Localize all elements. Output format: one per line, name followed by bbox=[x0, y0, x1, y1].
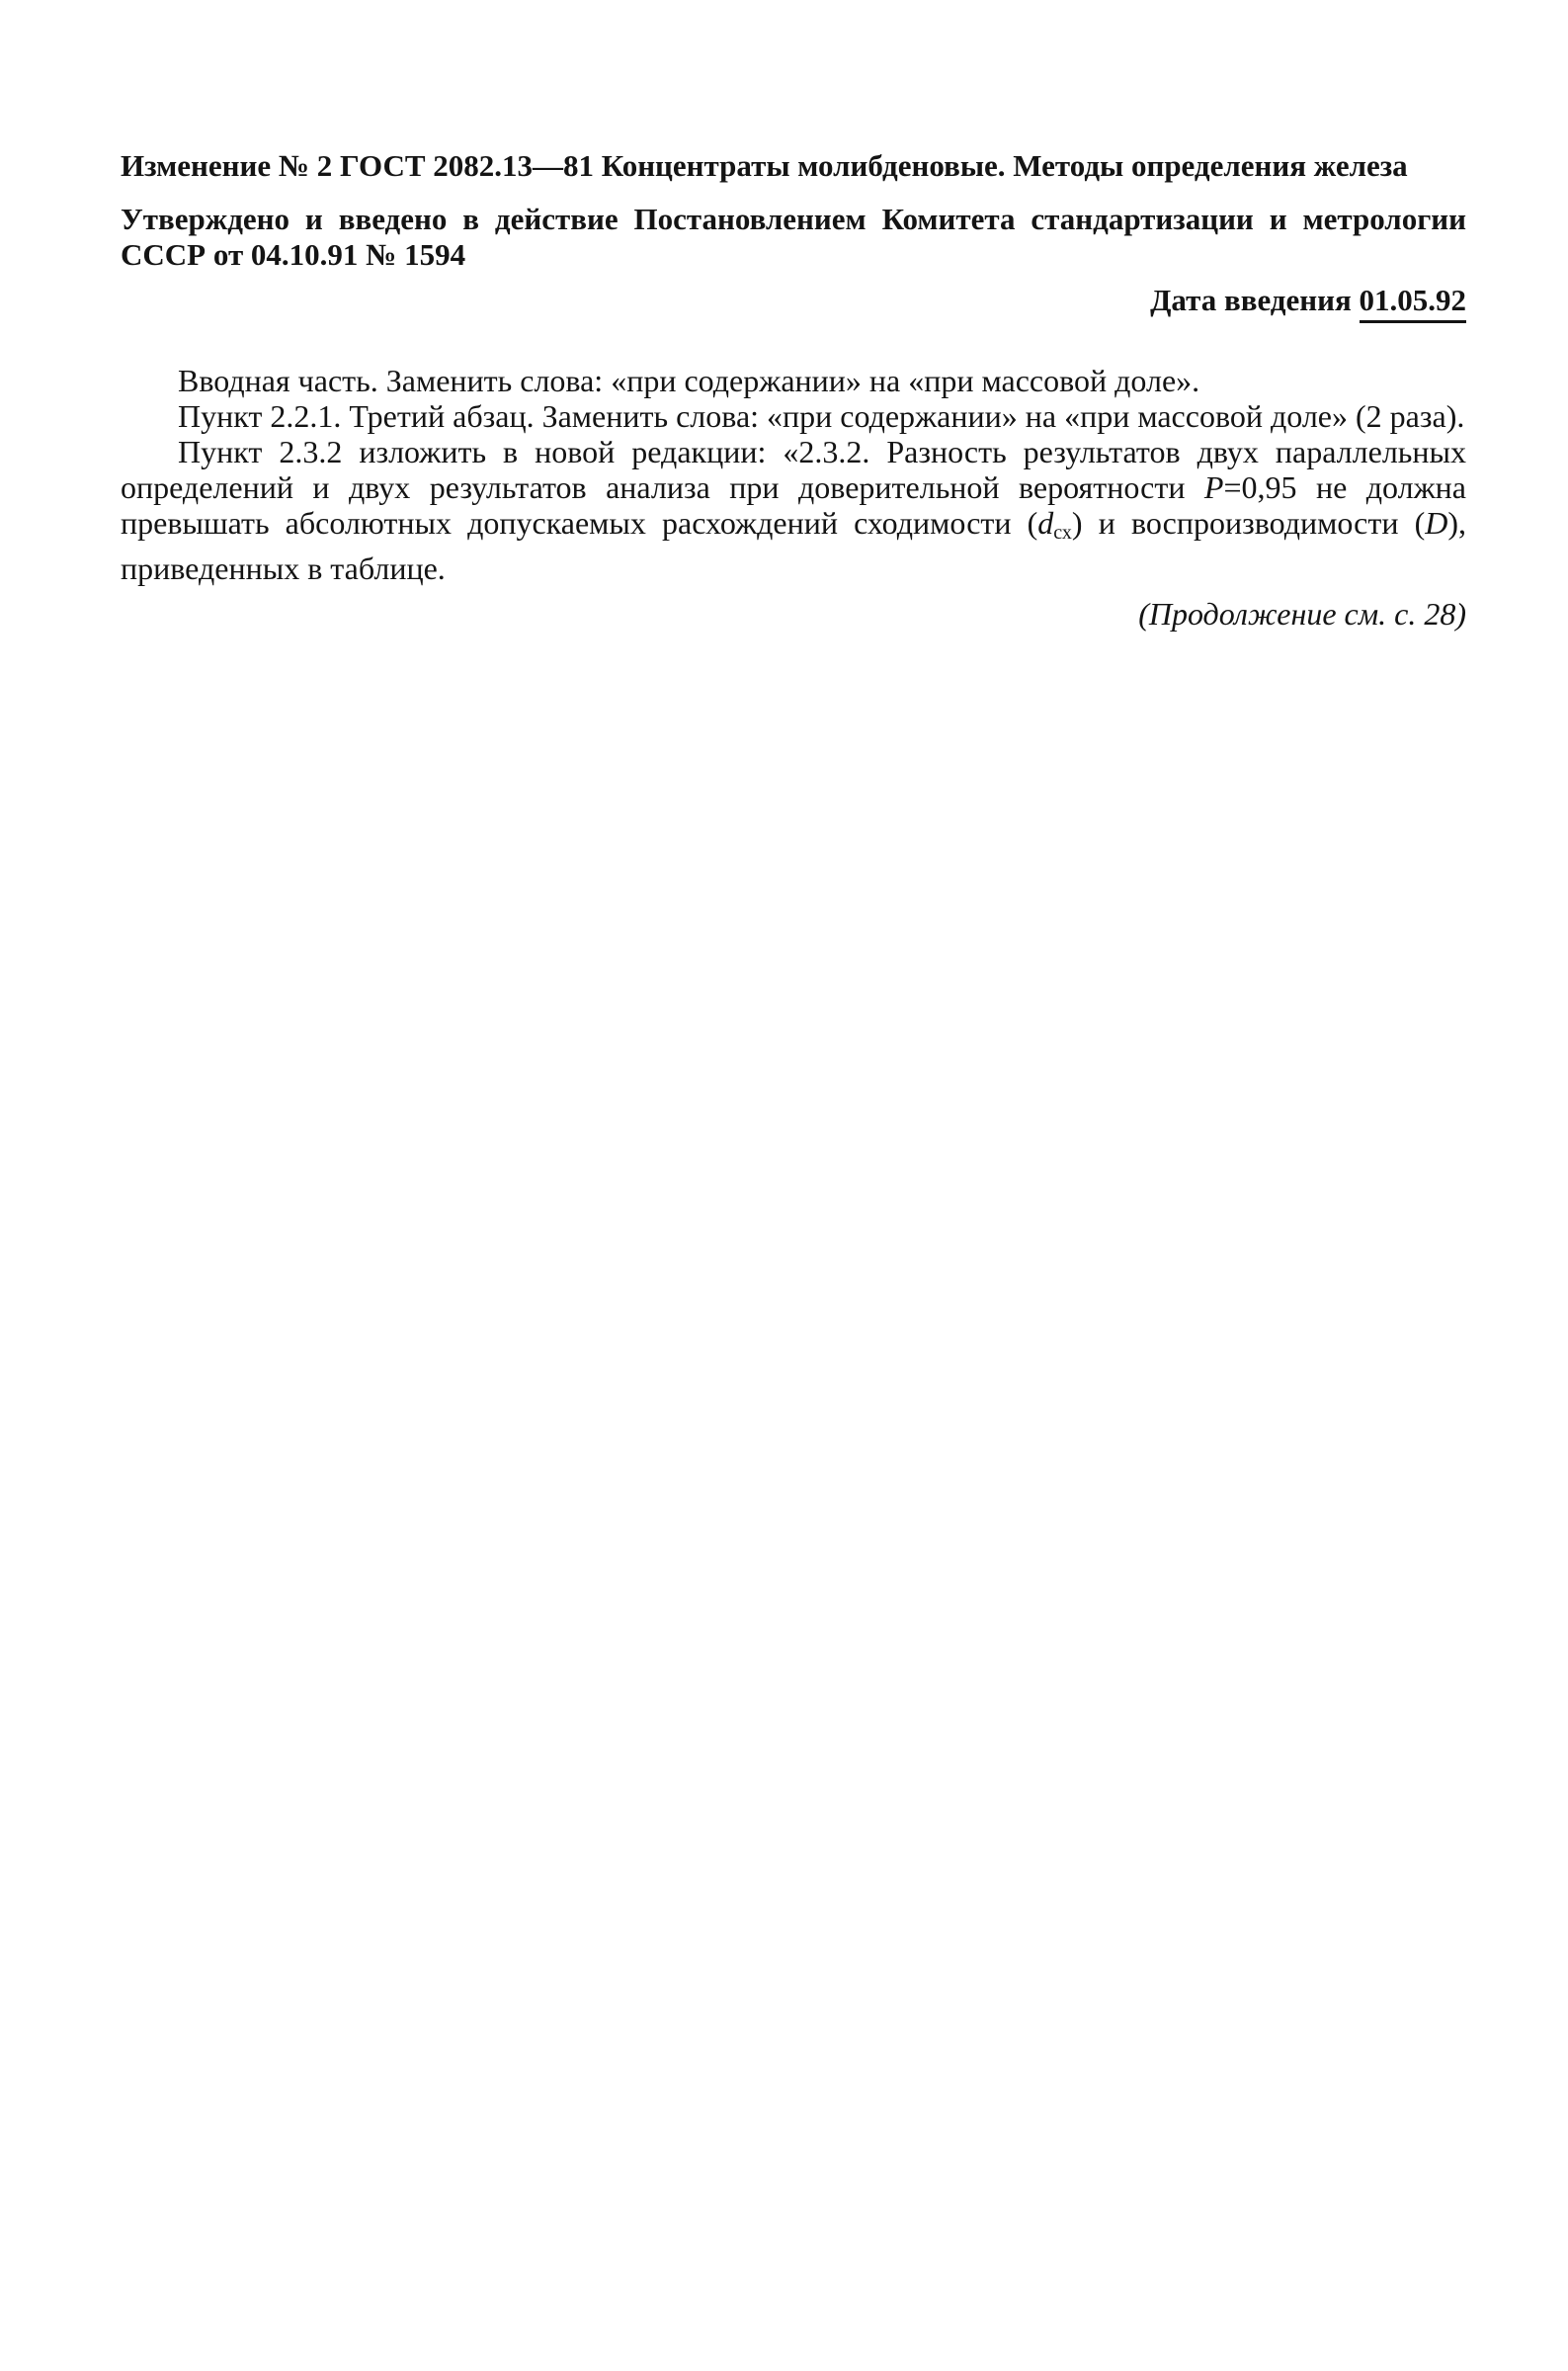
document-title: Изменение № 2 ГОСТ 2082.13—81 Концентраты молибденовые. Методы определения железа bbox=[121, 148, 1408, 183]
effective-date: 01.05.92 bbox=[1360, 283, 1467, 323]
p3-var-p: P bbox=[1203, 469, 1224, 505]
p3-text-1: Пункт 2.3.2 изложить в новой редакции: «2.3.2. Разность результатов двух параллельных определений и двух результатов анализа при доверительной вероятности bbox=[121, 434, 1466, 505]
paragraph-2-3-2 bbox=[121, 434, 1466, 586]
continuation-note: (Продолжение см. с. 28) bbox=[1138, 596, 1466, 632]
document-page bbox=[121, 148, 1466, 632]
p3-var-D: D bbox=[1425, 505, 1448, 541]
p3-text-2: =0,95 не должна превышать абсолютных допускаемых расхождений сходимости ( bbox=[121, 469, 1467, 541]
paragraph-intro: Вводная часть. Заменить слова: «при содержании» на «при массовой доле». bbox=[178, 363, 1200, 398]
p3-text-4: ), приведенных в таблице. bbox=[121, 505, 1467, 586]
effective-date-label: Дата введения bbox=[1150, 283, 1352, 317]
amendment-body bbox=[121, 363, 1466, 586]
approval-statement: Утверждено и введено в действие Постановлением Комитета стандартизации и метрологии СССР от 04.10.91 № 1594 bbox=[121, 202, 1466, 272]
paragraph-2-2-1: Пункт 2.2.1. Третий абзац. Заменить слова: «при содержании» на «при массовой доле» (2 раза). bbox=[178, 398, 1465, 434]
effective-date-line bbox=[121, 283, 1466, 323]
p3-text-3: ) и воспроизводимости ( bbox=[1071, 505, 1426, 541]
p3-var-d: d bbox=[1037, 505, 1054, 541]
p3-subscript: сх bbox=[1053, 522, 1072, 544]
